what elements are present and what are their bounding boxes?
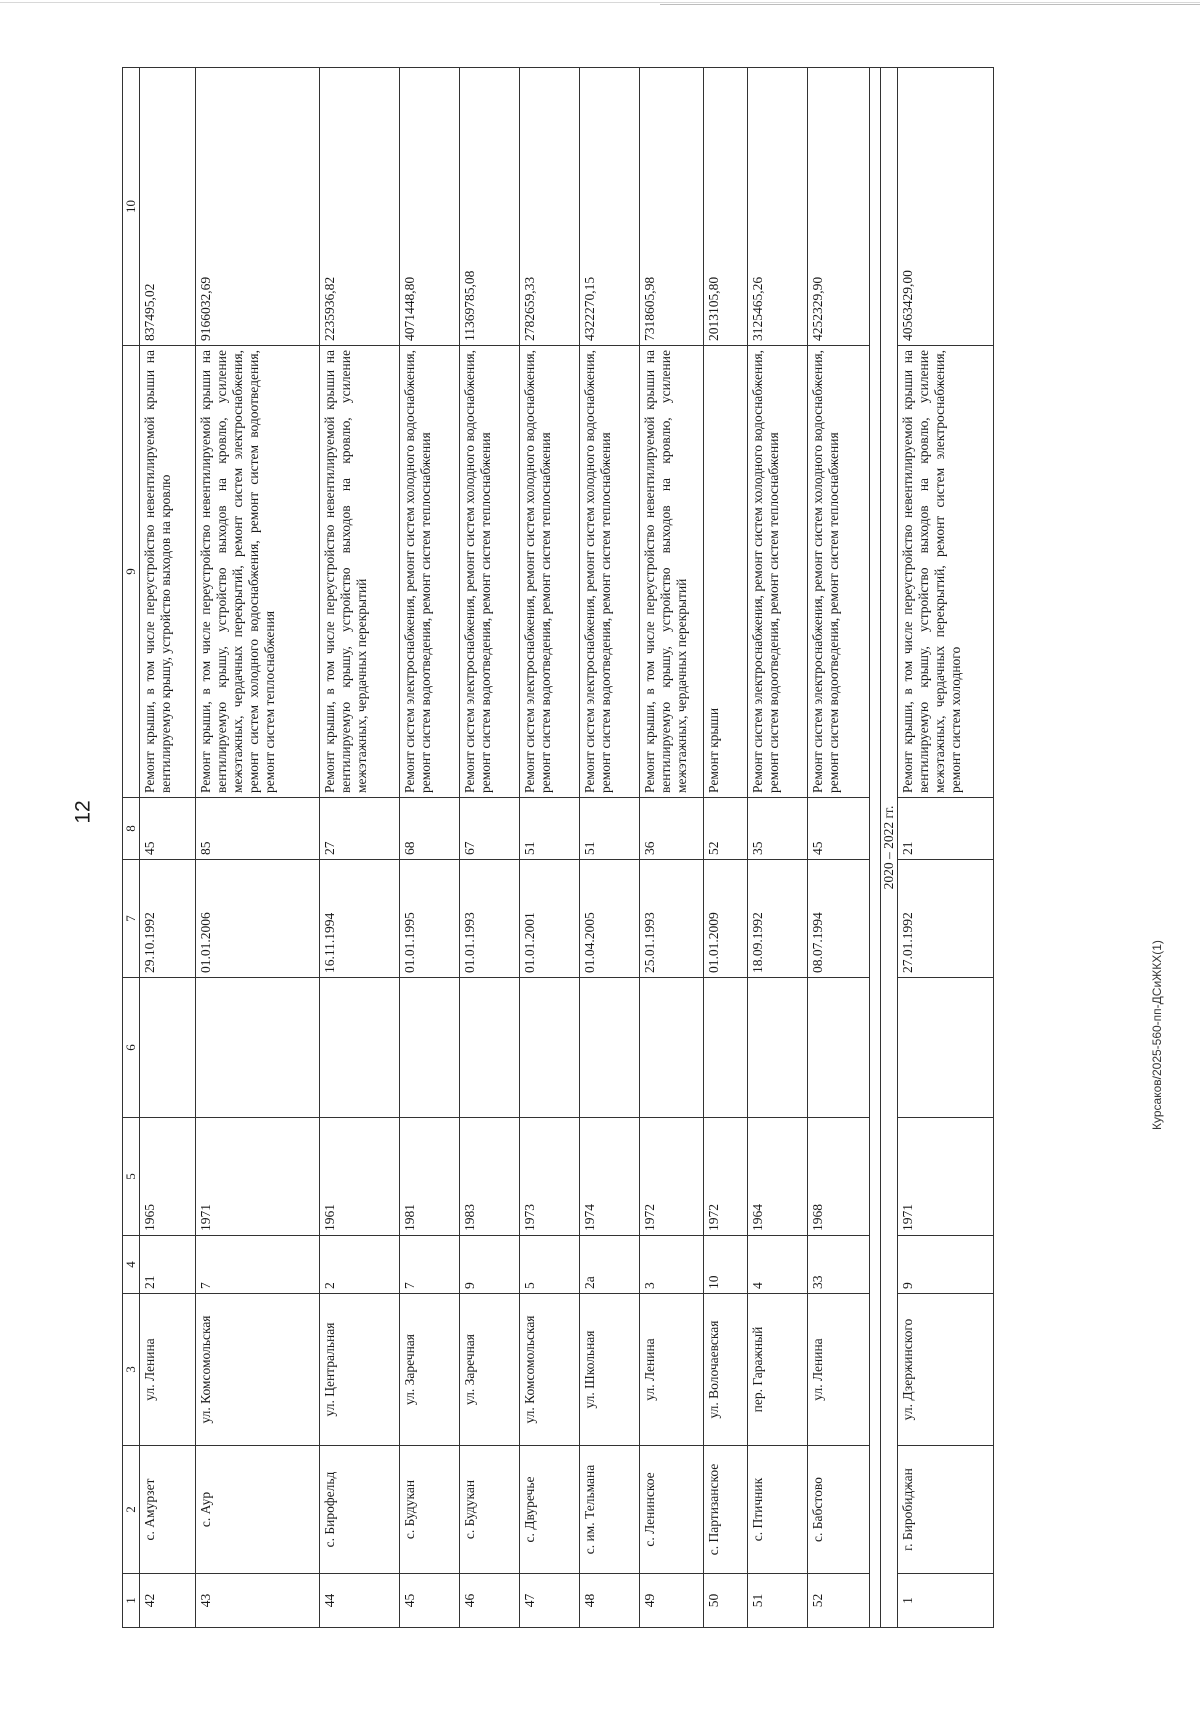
cell-cost: 4071448,80 <box>400 68 460 346</box>
cell-street: ул. Ленина <box>808 1294 870 1446</box>
cell-pct: 21 <box>898 798 994 860</box>
cell-date: 16.11.1994 <box>320 860 400 978</box>
cell-year: 1983 <box>460 1118 520 1236</box>
cell-locality: г. Биробиджан <box>898 1446 994 1574</box>
cell-works: Ремонт систем электроснабжения, ремонт систем холодного водоснабжения, ремонт систем водоотведения, ремонт систем теплоснабжения <box>808 346 870 798</box>
cell-works: Ремонт систем электроснабжения, ремонт систем холодного водоснабжения, ремонт систем водоотведения, ремонт систем теплоснабжения <box>400 346 460 798</box>
cell-n: 50 <box>704 1574 748 1628</box>
cell-street: ул. Ленина <box>640 1294 704 1446</box>
cell-locality: с. Будукан <box>400 1446 460 1574</box>
cell-house: 9 <box>460 1236 520 1294</box>
cell-c6 <box>320 978 400 1118</box>
cell-cost: 837495,02 <box>140 68 196 346</box>
cell-locality: с. Бирофельд <box>320 1446 400 1574</box>
table-row <box>704 68 748 1628</box>
cell-locality: с. им. Тельмана <box>580 1446 640 1574</box>
cell-c6 <box>196 978 320 1118</box>
cell-house: 4 <box>748 1236 808 1294</box>
cell-house: 21 <box>140 1236 196 1294</box>
cell-n: 1 <box>898 1574 994 1628</box>
cell-date: 01.01.2006 <box>196 860 320 978</box>
cell-works: Ремонт крыши, в том числе переустройство невентилируемой крыши на вентилируемую крышу, устройство выходов на кровлю, усиление межэтажных, чердачных перекрытий, ремонт систем электроснабжения, ремонт систем холодного водоснабжения, ремонт систем водоотведения, ремонт систем теплоснабжения <box>196 346 320 798</box>
table-row <box>580 68 640 1628</box>
page-number-text: 12 <box>71 800 95 824</box>
table-row <box>196 68 320 1628</box>
cell-street: ул. Школьная <box>580 1294 640 1446</box>
cell-works: Ремонт крыши <box>704 346 748 798</box>
cell-c6 <box>808 978 870 1118</box>
cell-year: 1971 <box>196 1118 320 1236</box>
cell-pct: 51 <box>520 798 580 860</box>
cell-c6 <box>580 978 640 1118</box>
column-number: 9 <box>123 346 140 798</box>
column-number: 2 <box>123 1446 140 1574</box>
cell-works: Ремонт крыши, в том числе переустройство невентилируемой крыши на вентилируемую крышу, устройство выходов на кровлю, усиление межэтажных, чердачных перекрытий <box>640 346 704 798</box>
cell-house: 5 <box>520 1236 580 1294</box>
cell-street: пер. Гаражный <box>748 1294 808 1446</box>
cell-pct: 45 <box>140 798 196 860</box>
cell-year: 1972 <box>640 1118 704 1236</box>
table-row <box>748 68 808 1628</box>
cell-year: 1964 <box>748 1118 808 1236</box>
cell-c6 <box>898 978 994 1118</box>
page-number <box>72 800 102 840</box>
column-number: 7 <box>123 860 140 978</box>
column-number: 10 <box>123 68 140 346</box>
column-number: 1 <box>123 1574 140 1628</box>
table-row <box>460 68 520 1628</box>
scan-edge-line <box>660 4 1200 5</box>
cell-works: Ремонт крыши, в том числе переустройство невентилируемой крыши на вентилируемую крышу, устройство выходов на кровлю <box>140 346 196 798</box>
period-label: 2020 – 2022 гг. <box>881 68 898 1628</box>
cell-house: 3 <box>640 1236 704 1294</box>
cell-street: ул. Волочаевская <box>704 1294 748 1446</box>
document-footer: Курсаков/2025-560-пп-ДСиЖКХ(1) <box>1150 940 1164 1130</box>
cell-cost: 4252329,90 <box>808 68 870 346</box>
cell-house: 2а <box>580 1236 640 1294</box>
cell-c6 <box>704 978 748 1118</box>
cell-date: 01.01.1993 <box>460 860 520 978</box>
separator-cell <box>870 68 881 1628</box>
cell-street: ул. Комсомольская <box>196 1294 320 1446</box>
cell-street: ул. Центральная <box>320 1294 400 1446</box>
cell-date: 27.01.1992 <box>898 860 994 978</box>
cell-c6 <box>400 978 460 1118</box>
cell-pct: 27 <box>320 798 400 860</box>
cell-works: Ремонт систем электроснабжения, ремонт систем холодного водоснабжения, ремонт систем водоотведения, ремонт систем теплоснабжения <box>460 346 520 798</box>
column-number: 3 <box>123 1294 140 1446</box>
table-row <box>520 68 580 1628</box>
cell-cost: 7318605,98 <box>640 68 704 346</box>
cell-works: Ремонт систем электроснабжения, ремонт систем холодного водоснабжения, ремонт систем водоотведения, ремонт систем теплоснабжения <box>748 346 808 798</box>
cell-n: 44 <box>320 1574 400 1628</box>
cell-year: 1981 <box>400 1118 460 1236</box>
cell-date: 01.01.2001 <box>520 860 580 978</box>
cell-year: 1973 <box>520 1118 580 1236</box>
cell-n: 46 <box>460 1574 520 1628</box>
cell-pct: 45 <box>808 798 870 860</box>
cell-locality: с. Двуречье <box>520 1446 580 1574</box>
cell-locality: с. Птичник <box>748 1446 808 1574</box>
table-row <box>140 68 196 1628</box>
cell-c6 <box>520 978 580 1118</box>
cell-locality: с. Аур <box>196 1446 320 1574</box>
cell-cost: 9166032,69 <box>196 68 320 346</box>
cell-cost: 3125465,26 <box>748 68 808 346</box>
cell-pct: 36 <box>640 798 704 860</box>
cell-year: 1968 <box>808 1118 870 1236</box>
cell-n: 43 <box>196 1574 320 1628</box>
cell-street: ул. Дзержинского <box>898 1294 994 1446</box>
cell-pct: 35 <box>748 798 808 860</box>
table-row <box>808 68 870 1628</box>
cell-house: 2 <box>320 1236 400 1294</box>
cell-street: ул. Комсомольская <box>520 1294 580 1446</box>
cell-date: 18.09.1992 <box>748 860 808 978</box>
column-number: 5 <box>123 1118 140 1236</box>
column-number-row <box>123 68 140 1628</box>
cell-house: 33 <box>808 1236 870 1294</box>
table-row <box>640 68 704 1628</box>
cell-date: 01.01.1995 <box>400 860 460 978</box>
cell-n: 45 <box>400 1574 460 1628</box>
cell-n: 42 <box>140 1574 196 1628</box>
cell-cost: 4322270,15 <box>580 68 640 346</box>
rotated-table-frame <box>122 68 1122 1628</box>
cell-year: 1971 <box>898 1118 994 1236</box>
cell-street: ул. Заречная <box>400 1294 460 1446</box>
cell-pct: 67 <box>460 798 520 860</box>
cell-c6 <box>640 978 704 1118</box>
cell-street: ул. Заречная <box>460 1294 520 1446</box>
table-row <box>400 68 460 1628</box>
cell-cost: 2235936,82 <box>320 68 400 346</box>
cell-works: Ремонт систем электроснабжения, ремонт систем холодного водоснабжения, ремонт систем водоотведения, ремонт систем теплоснабжения <box>580 346 640 798</box>
cell-n: 51 <box>748 1574 808 1628</box>
cell-cost: 40563429,00 <box>898 68 994 346</box>
cell-cost: 2013105,80 <box>704 68 748 346</box>
cell-c6 <box>140 978 196 1118</box>
cell-locality: с. Амурзет <box>140 1446 196 1574</box>
cell-year: 1961 <box>320 1118 400 1236</box>
cell-n: 52 <box>808 1574 870 1628</box>
cell-house: 7 <box>196 1236 320 1294</box>
repair-table <box>122 67 994 1628</box>
cell-cost: 2782659,33 <box>520 68 580 346</box>
table-row <box>898 68 994 1628</box>
cell-street: ул. Ленина <box>140 1294 196 1446</box>
cell-pct: 52 <box>704 798 748 860</box>
table-body <box>123 68 994 1628</box>
cell-date: 01.04.2005 <box>580 860 640 978</box>
cell-works: Ремонт крыши, в том числе переустройство невентилируемой крыши на вентилируемую крышу, устройство выходов на кровлю, усиление межэтажных, чердачных перекрытий <box>320 346 400 798</box>
cell-n: 48 <box>580 1574 640 1628</box>
period-row <box>881 68 898 1628</box>
table-row <box>320 68 400 1628</box>
cell-locality: с. Бабстово <box>808 1446 870 1574</box>
cell-date: 29.10.1992 <box>140 860 196 978</box>
cell-n: 47 <box>520 1574 580 1628</box>
cell-year: 1972 <box>704 1118 748 1236</box>
scan-edge-line <box>0 2 1200 3</box>
cell-house: 7 <box>400 1236 460 1294</box>
column-number: 8 <box>123 798 140 860</box>
cell-locality: с. Партизанское <box>704 1446 748 1574</box>
cell-date: 01.01.2009 <box>704 860 748 978</box>
cell-c6 <box>748 978 808 1118</box>
cell-pct: 51 <box>580 798 640 860</box>
column-number: 4 <box>123 1236 140 1294</box>
cell-works: Ремонт систем электроснабжения, ремонт систем холодного водоснабжения, ремонт систем водоотведения, ремонт систем теплоснабжения <box>520 346 580 798</box>
separator-row <box>870 68 881 1628</box>
cell-locality: с. Будукан <box>460 1446 520 1574</box>
cell-pct: 68 <box>400 798 460 860</box>
cell-c6 <box>460 978 520 1118</box>
cell-n: 49 <box>640 1574 704 1628</box>
cell-house: 9 <box>898 1236 994 1294</box>
cell-house: 10 <box>704 1236 748 1294</box>
cell-works: Ремонт крыши, в том числе переустройство невентилируемой крыши на вентилируемую крышу, устройство выходов на кровлю, усиление межэтажных, чердачных перекрытий, ремонт систем электроснабжения, ремонт систем холодного <box>898 346 994 798</box>
cell-date: 25.01.1993 <box>640 860 704 978</box>
cell-cost: 11369785,08 <box>460 68 520 346</box>
cell-year: 1974 <box>580 1118 640 1236</box>
cell-pct: 85 <box>196 798 320 860</box>
cell-date: 08.07.1994 <box>808 860 870 978</box>
cell-year: 1965 <box>140 1118 196 1236</box>
column-number: 6 <box>123 978 140 1118</box>
cell-locality: с. Ленинское <box>640 1446 704 1574</box>
